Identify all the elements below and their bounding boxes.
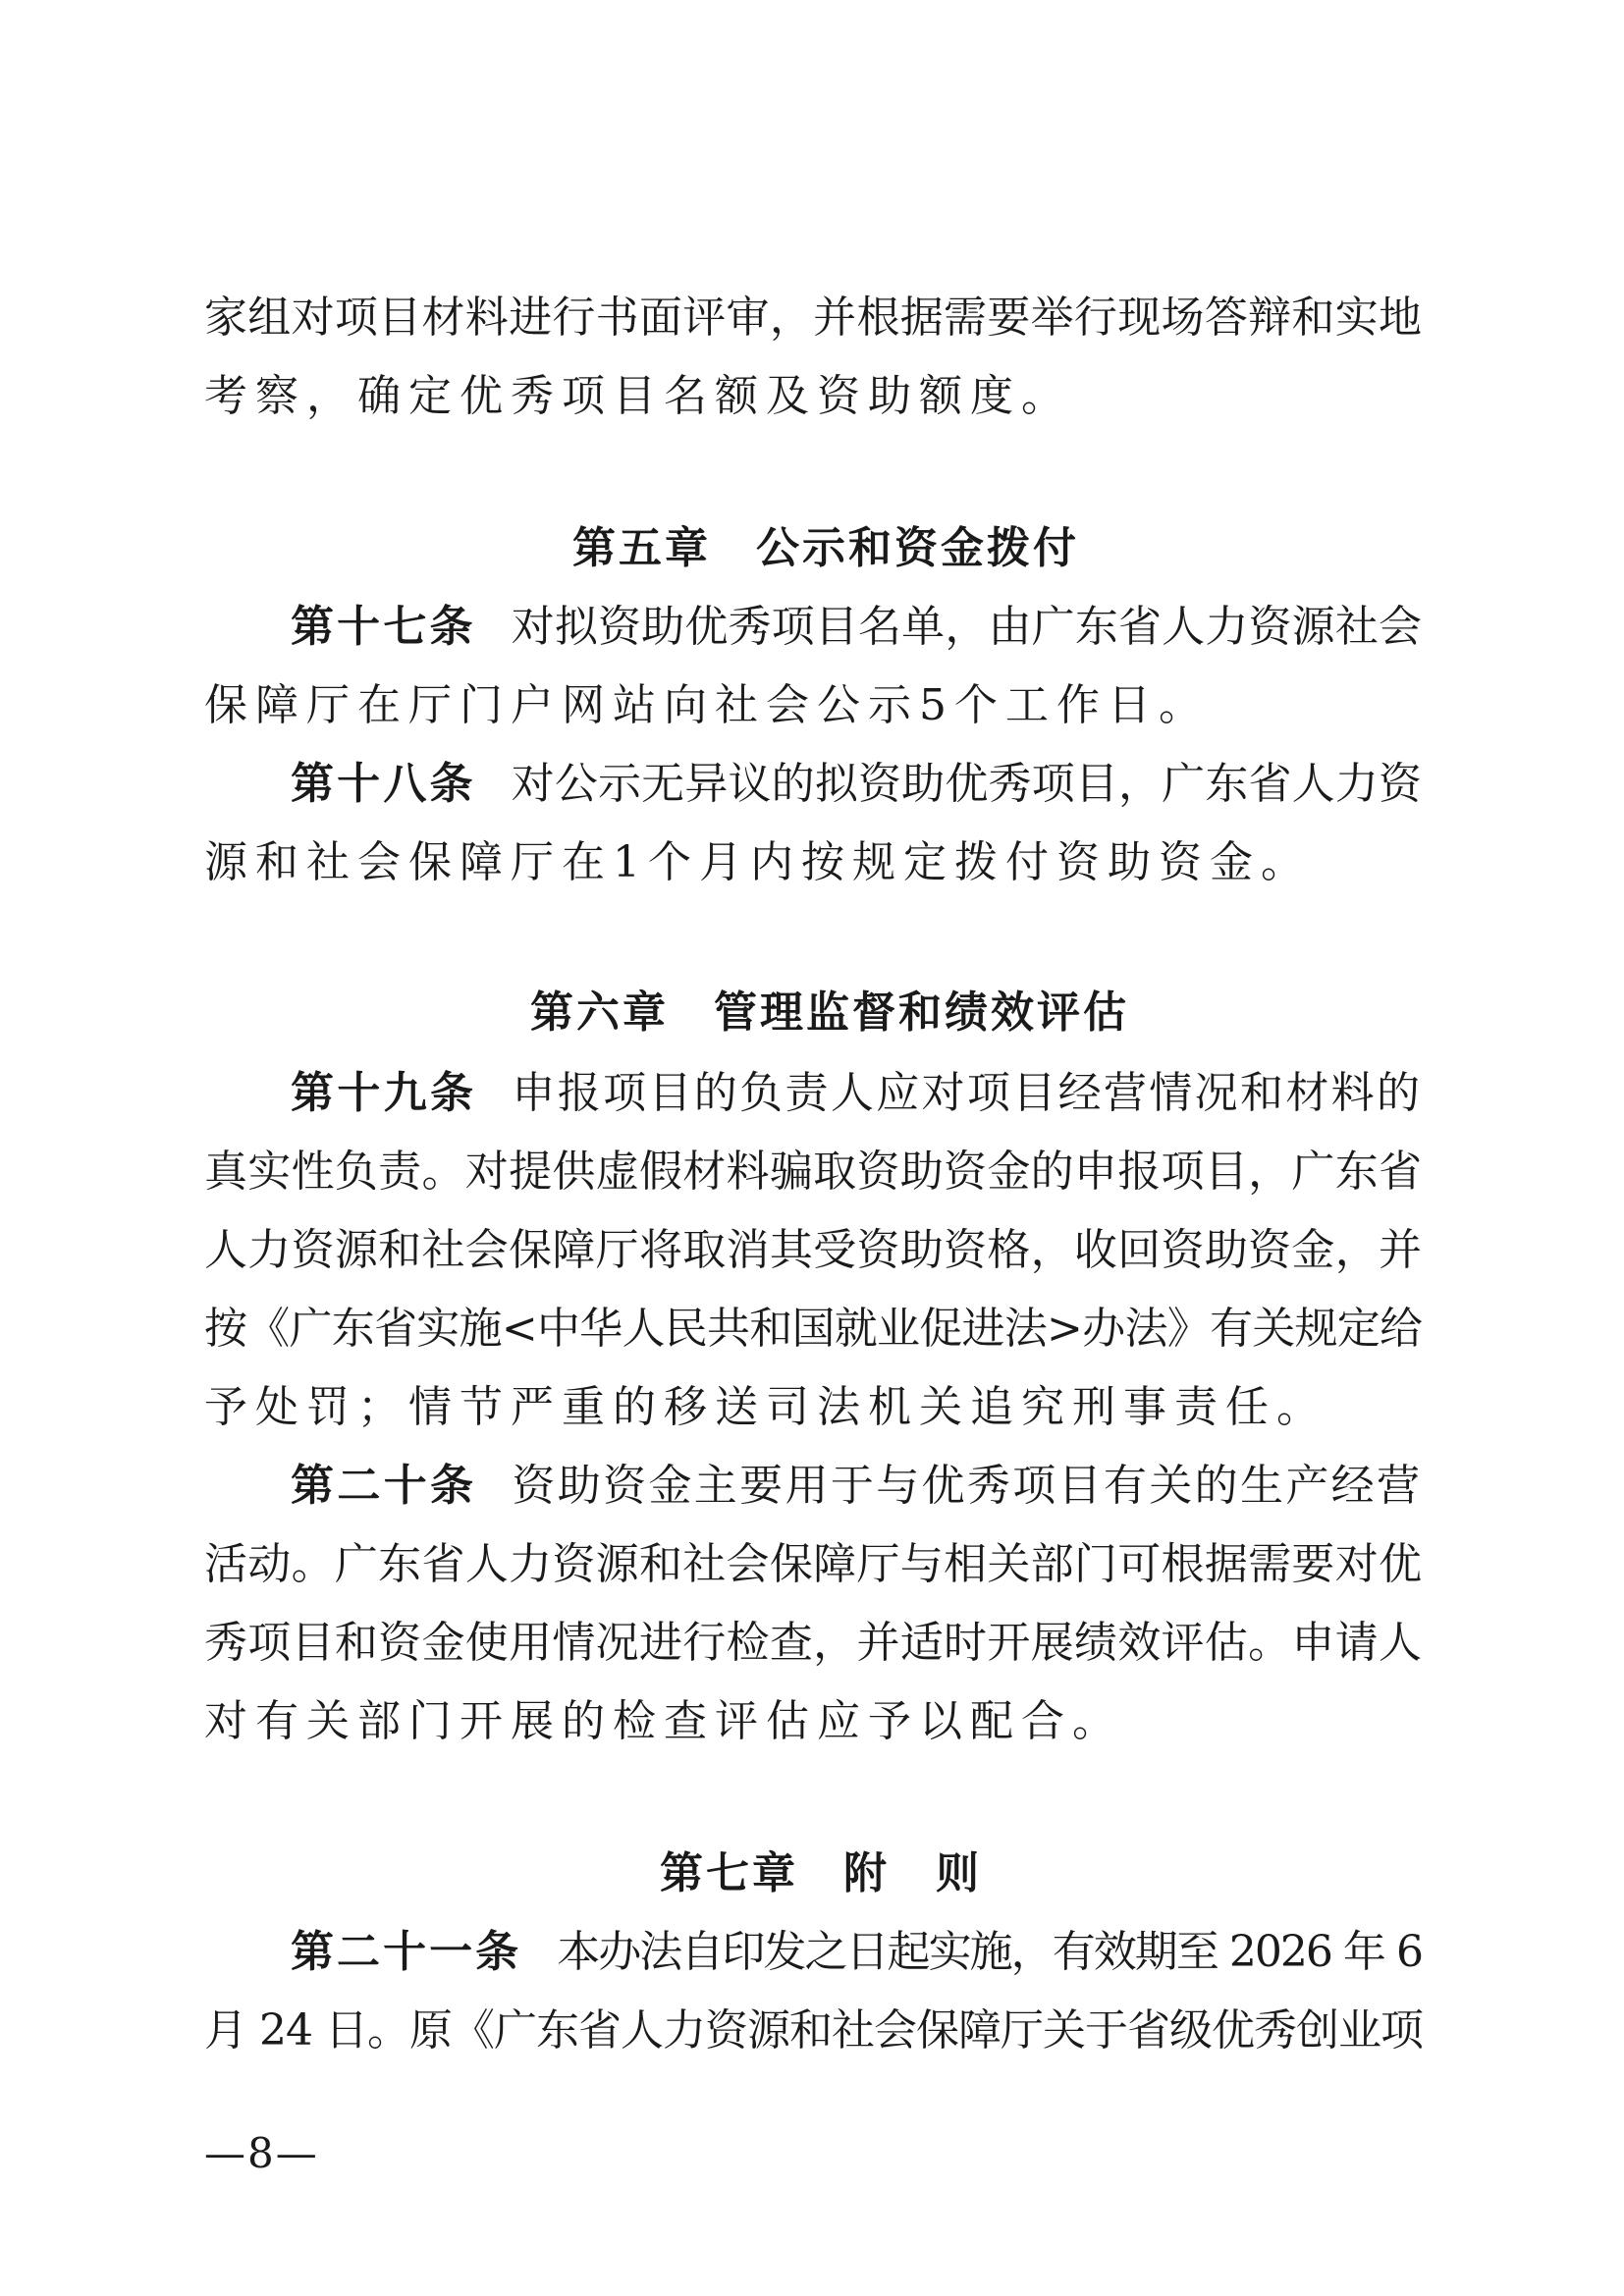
article-text: 申报项目的负责人应对项目经营情况和材料的 bbox=[512, 1068, 1423, 1118]
paragraph-line: 对有关部门开展的检查评估应予以配合。 bbox=[204, 1696, 1123, 1746]
chapter-heading bbox=[572, 520, 1079, 577]
article-first-line bbox=[291, 756, 1422, 813]
article-first-line bbox=[291, 1065, 1422, 1122]
chapter-heading bbox=[530, 985, 1129, 1041]
page-number: —8— bbox=[204, 2129, 319, 2177]
chapter-title: 管理监督和绩效评估 bbox=[714, 988, 1129, 1038]
paragraph-line: 考察，确定优秀项目名额及资助额度。 bbox=[204, 371, 1072, 421]
article-label: 第二十一条 bbox=[291, 1927, 522, 1977]
article-label: 第十八条 bbox=[291, 759, 476, 809]
article-text: 对拟资助优秀项目名单，由广东省人力资源社会 bbox=[511, 602, 1423, 652]
paragraph-line: 月 24 日。原《广东省人力资源和社会保障厅关于省级优秀创业项 bbox=[204, 2005, 1423, 2056]
article-text: 本办法自印发之日起实施，有效期至 2026 年 6 bbox=[557, 1927, 1422, 1977]
paragraph-line: 按《广东省实施<中华人民共和国就业促进法>办法》有关规定给 bbox=[204, 1304, 1422, 1354]
chapter-title: 公示和资金拨付 bbox=[756, 523, 1079, 573]
paragraph-line: 源和社会保障厅在1个月内按规定拨付资助资金。 bbox=[204, 837, 1312, 887]
paragraph-line: 予处罚；情节严重的移送司法机关追究刑事责任。 bbox=[204, 1382, 1327, 1432]
paragraph-line: 真实性负责。对提供虚假材料骗取资助资金的申报项目，广东省 bbox=[204, 1147, 1422, 1197]
paragraph-line: 活动。广东省人力资源和社会保障厅与相关部门可根据需要对优 bbox=[204, 1539, 1422, 1589]
article-first-line bbox=[291, 1458, 1422, 1515]
paragraph-line: 秀项目和资金使用情况进行检查，并适时开展绩效评估。申请人 bbox=[204, 1618, 1422, 1668]
chapter-number: 第六章 bbox=[530, 988, 669, 1038]
chapter-number: 第五章 bbox=[572, 523, 711, 573]
article-first-line bbox=[291, 1924, 1422, 1981]
chapter-number: 第七章 bbox=[660, 1848, 798, 1898]
article-label: 第二十条 bbox=[291, 1461, 477, 1511]
article-text: 对公示无异议的拟资助优秀项目，广东省人力资 bbox=[511, 759, 1423, 809]
article-text: 资助资金主要用于与优秀项目有关的生产经营 bbox=[512, 1461, 1423, 1511]
article-label: 第十九条 bbox=[291, 1068, 477, 1118]
paragraph-line: 家组对项目材料进行书面评审，并根据需要举行现场答辩和实地 bbox=[204, 293, 1422, 343]
paragraph-line: 人力资源和社会保障厅将取消其受资助资格，收回资助资金，并 bbox=[204, 1225, 1422, 1275]
chapter-heading bbox=[660, 1845, 982, 1902]
paragraph-line: 保障厅在厅门户网站向社会公示5个工作日。 bbox=[204, 680, 1210, 730]
chapter-title: 附 则 bbox=[843, 1848, 982, 1898]
article-first-line bbox=[291, 599, 1422, 656]
article-label: 第十七条 bbox=[291, 602, 476, 652]
